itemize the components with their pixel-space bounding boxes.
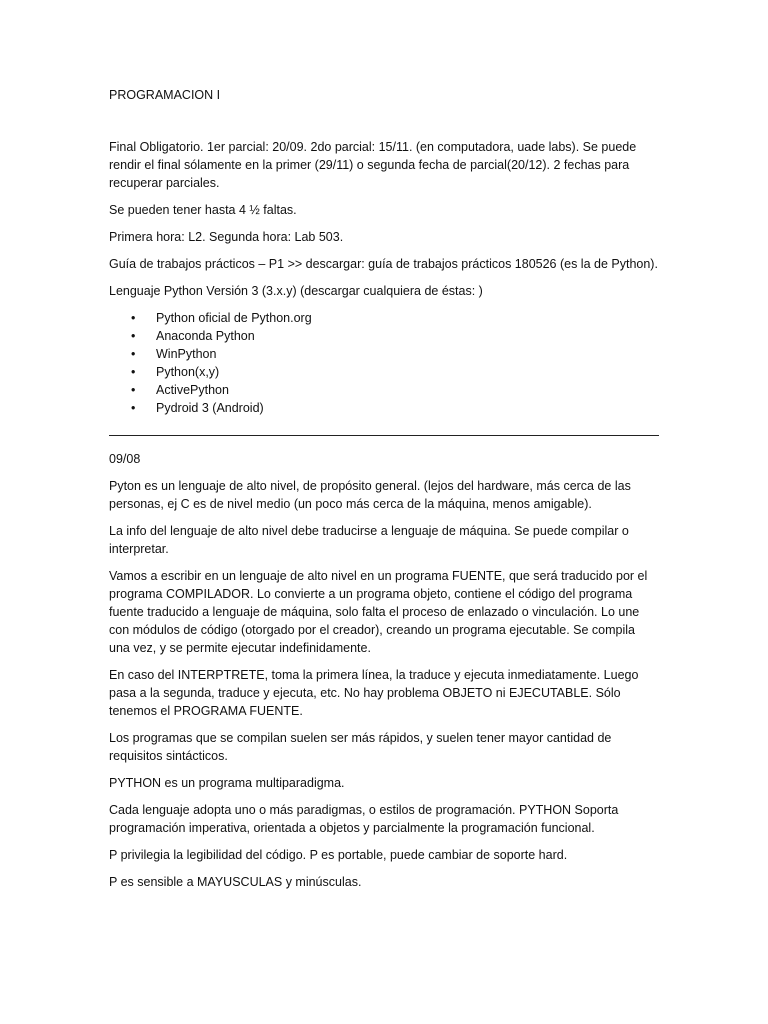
paragraph-paradigms: Cada lenguaje adopta uno o más paradigmas, o estilos de programación. PYTHON Soporta programación imperativa, orientada a objetos y parcialmente la programación funcional. [109, 803, 619, 835]
paragraph-compiled-speed: Los programas que se compilan suelen ser más rápidos, y suelen tener mayor cantidad de requisitos sintácticos. [109, 731, 612, 763]
paragraph-python-version: Lenguaje Python Versión 3 (3.x.y) (descargar cualquiera de éstas: ) [109, 284, 483, 298]
bullet-icon: • [131, 365, 136, 379]
bullet-icon: • [131, 347, 136, 361]
document-body [109, 86, 659, 900]
bullet-icon: • [131, 401, 136, 415]
list-item-label: Pydroid 3 (Android) [156, 401, 264, 415]
list-item [109, 381, 659, 399]
paragraph-python-level: Pyton es un lenguaje de alto nivel, de propósito general. (lejos del hardware, más cerca de las personas, ej C es de nivel medio (un poco más cerca de la máquina, menos amigable). [109, 479, 631, 511]
document-title: PROGRAMACION I [109, 88, 221, 102]
paragraph-translation: La info del lenguaje de alto nivel debe traducirse a lenguaje de máquina. Se puede compilar o interpretar. [109, 524, 629, 556]
list-item-label: WinPython [156, 347, 217, 361]
bullet-icon: • [131, 383, 136, 397]
class-date: 09/08 [109, 452, 141, 466]
python-distributions-list [109, 309, 659, 417]
list-item [109, 345, 659, 363]
list-item [109, 363, 659, 381]
list-item-label: Anaconda Python [156, 329, 255, 343]
paragraph-readability: P privilegia la legibilidad del código. P es portable, puede cambiar de soporte hard. [109, 848, 568, 862]
list-item [109, 399, 659, 417]
bullet-icon: • [131, 311, 136, 325]
horizontal-divider [109, 435, 659, 436]
paragraph-schedule: Primera hora: L2. Segunda hora: Lab 503. [109, 230, 344, 244]
list-item [109, 309, 659, 327]
paragraph-compiler: Vamos a escribir en un lenguaje de alto nivel en un programa FUENTE, que será traducido por el programa COMPILADOR. Lo convierte a un programa objeto, contiene el código del programa fuente traducido a lenguaje de máquina, solo falta el proceso de enlazado o vinculación. Lo une con módulos de código (otorgado por el creador), creando un programa ejecutable. Se compila una vez, y se permite ejecutar indefinidamente. [109, 569, 648, 655]
list-item-label: Python oficial de Python.org [156, 311, 312, 325]
list-item-label: ActivePython [156, 383, 229, 397]
paragraph-exam-dates: Final Obligatorio. 1er parcial: 20/09. 2do parcial: 15/11. (en computadora, uade labs). Se puede rendir el final sólamente en la primer (29/11) o segunda fecha de parcial(20/12). 2 fechas para recuperar parciales. [109, 140, 637, 190]
paragraph-case-sensitive: P es sensible a MAYUSCULAS y minúsculas. [109, 875, 362, 889]
list-item-label: Python(x,y) [156, 365, 220, 379]
paragraph-interpreter: En caso del INTERPTRETE, toma la primera línea, la traduce y ejecuta inmediatamente. Luego pasa a la segunda, traduce y ejecuta, etc. No hay problema OBJETO ni EJECUTABLE. Sólo tenemos el PROGRAMA FUENTE. [109, 668, 639, 718]
bullet-icon: • [131, 329, 136, 343]
paragraph-absences: Se pueden tener hasta 4 ½ faltas. [109, 203, 297, 217]
list-item [109, 327, 659, 345]
paragraph-practice-guide: Guía de trabajos prácticos – P1 >> descargar: guía de trabajos prácticos 180526 (es la de Python). [109, 257, 658, 271]
paragraph-multiparadigm: PYTHON es un programa multiparadigma. [109, 776, 345, 790]
